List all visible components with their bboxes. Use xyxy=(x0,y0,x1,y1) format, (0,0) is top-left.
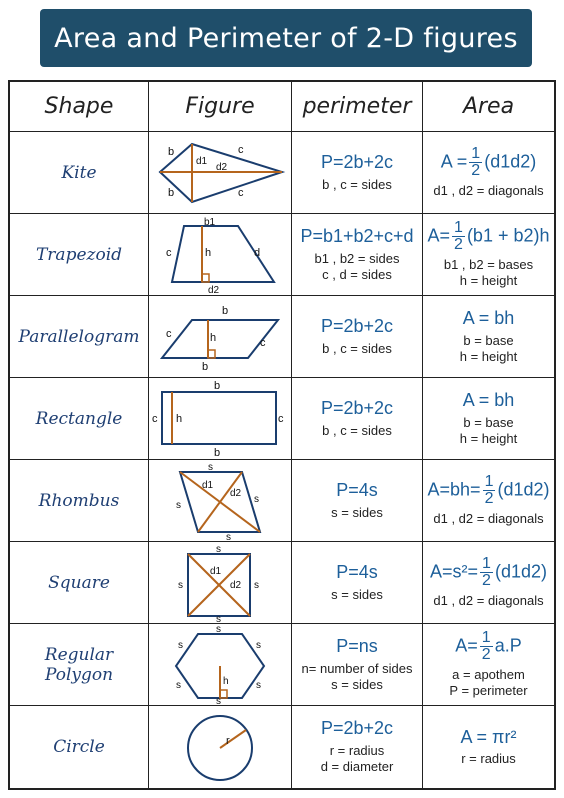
square-diagram xyxy=(150,544,290,622)
rhombus-diagram xyxy=(150,462,290,540)
kite-diagram xyxy=(150,134,290,212)
svg-text:d1: d1 xyxy=(196,155,208,167)
figure-trapezoid xyxy=(149,214,292,296)
perimeter-rhombus: P=4s s = sides xyxy=(292,460,423,542)
svg-text:s: s xyxy=(176,499,181,511)
svg-text:s: s xyxy=(178,579,183,591)
svg-text:d2: d2 xyxy=(230,579,242,591)
svg-text:d1: d1 xyxy=(202,479,214,491)
area-square: A=s²= $\frac{1}{2}$ (d1d2) d1 , d2 = diagonals xyxy=(423,542,554,624)
area-regular-polygon: A= $\frac{1}{2}$ a.P a = apothem P = perimeter xyxy=(423,624,554,706)
perimeter-rectangle: P=2b+2c b , c = sides xyxy=(292,378,423,460)
svg-text:s: s xyxy=(254,493,259,505)
svg-text:h: h xyxy=(223,675,229,687)
area-circle: A = πr² r = radius xyxy=(460,726,517,767)
svg-text:b: b xyxy=(214,446,221,458)
svg-text:c: c xyxy=(166,327,172,340)
rectangle-diagram xyxy=(150,380,290,458)
svg-text:b1: b1 xyxy=(204,216,216,228)
figure-square xyxy=(149,542,292,624)
header-perimeter: perimeter xyxy=(292,82,423,132)
svg-text:d: d xyxy=(254,246,261,259)
shape-name-trapezoid: Trapezoid xyxy=(10,214,149,296)
perimeter-kite: P=2b+2c b , c = sides xyxy=(292,132,423,214)
svg-text:d1: d1 xyxy=(210,565,222,577)
svg-text:b: b xyxy=(168,145,175,158)
svg-text:b: b xyxy=(214,379,221,392)
svg-text:s: s xyxy=(178,639,183,651)
shape-name-kite: Kite xyxy=(10,132,149,214)
svg-text:r: r xyxy=(226,735,230,747)
shape-name-circle: Circle xyxy=(10,706,149,788)
perimeter-square: P=4s s = sides xyxy=(292,542,423,624)
figure-circle xyxy=(149,706,292,788)
formula-table xyxy=(8,80,556,790)
circle-diagram xyxy=(150,708,290,786)
svg-text:c: c xyxy=(166,246,172,259)
svg-text:s: s xyxy=(216,695,221,704)
svg-text:b: b xyxy=(202,360,209,373)
svg-text:c: c xyxy=(238,143,244,156)
area-parallelogram: A = bh b = base h = height xyxy=(423,296,554,378)
svg-text:h: h xyxy=(205,246,212,259)
shape-name-square: Square xyxy=(10,542,149,624)
area-rhombus: A=bh= $\frac{1}{2}$ (d1d2) d1 , d2 = diagonals xyxy=(423,460,554,542)
page-title: Area and Perimeter of 2-D figures xyxy=(54,22,518,54)
header-figure: Figure xyxy=(149,82,292,132)
perimeter-circle: P=2b+2c r = radius d = diameter xyxy=(292,706,423,788)
shape-name-parallelogram: Parallelogram xyxy=(10,296,149,378)
svg-text:c: c xyxy=(260,336,266,349)
svg-text:s: s xyxy=(216,543,221,555)
svg-text:s: s xyxy=(208,461,213,473)
trapezoid-diagram xyxy=(150,216,290,294)
shape-name-rhombus: Rhombus xyxy=(10,460,149,542)
figure-rhombus xyxy=(149,460,292,542)
header-area: Area xyxy=(423,82,554,132)
figure-kite xyxy=(149,132,292,214)
svg-text:c: c xyxy=(238,186,244,199)
hexagon-diagram xyxy=(150,626,290,704)
shape-name-regular-polygon: Regular Polygon xyxy=(10,624,149,706)
svg-text:d2: d2 xyxy=(216,161,228,173)
title-banner xyxy=(40,9,532,67)
svg-text:h: h xyxy=(176,412,183,425)
svg-text:s: s xyxy=(176,679,181,691)
svg-text:b: b xyxy=(222,304,229,317)
parallelogram-diagram xyxy=(150,298,290,376)
figure-rectangle xyxy=(149,378,292,460)
svg-text:s: s xyxy=(256,679,261,691)
svg-text:d2: d2 xyxy=(230,487,242,499)
shape-name-rectangle: Rectangle xyxy=(10,378,149,460)
svg-text:c: c xyxy=(152,412,158,425)
svg-text:c: c xyxy=(278,412,284,425)
svg-text:d2: d2 xyxy=(208,284,220,294)
area-kite: A = $\frac{1}{2}$ (d1d2) d1 , d2 = diagonals xyxy=(423,132,554,214)
area-trapezoid: A= $\frac{1}{2}$ (b1 + b2)h b1 , b2 = bases h = height xyxy=(423,214,554,296)
svg-text:s: s xyxy=(254,579,259,591)
svg-text:s: s xyxy=(226,531,231,540)
figure-parallelogram xyxy=(149,296,292,378)
perimeter-trapezoid: P=b1+b2+c+d b1 , b2 = sides c , d = sides xyxy=(292,214,423,296)
perimeter-regular-polygon: P=ns n= number of sides s = sides xyxy=(292,624,423,706)
svg-text:s: s xyxy=(256,639,261,651)
area-rectangle: A = bh b = base h = height xyxy=(423,378,554,460)
svg-text:h: h xyxy=(210,331,217,344)
svg-text:b: b xyxy=(168,186,175,199)
figure-regular-polygon xyxy=(149,624,292,706)
svg-text:s: s xyxy=(216,613,221,622)
header-shape: Shape xyxy=(10,82,149,132)
perimeter-parallelogram: P=2b+2c b , c = sides xyxy=(292,296,423,378)
svg-text:s: s xyxy=(216,625,221,635)
